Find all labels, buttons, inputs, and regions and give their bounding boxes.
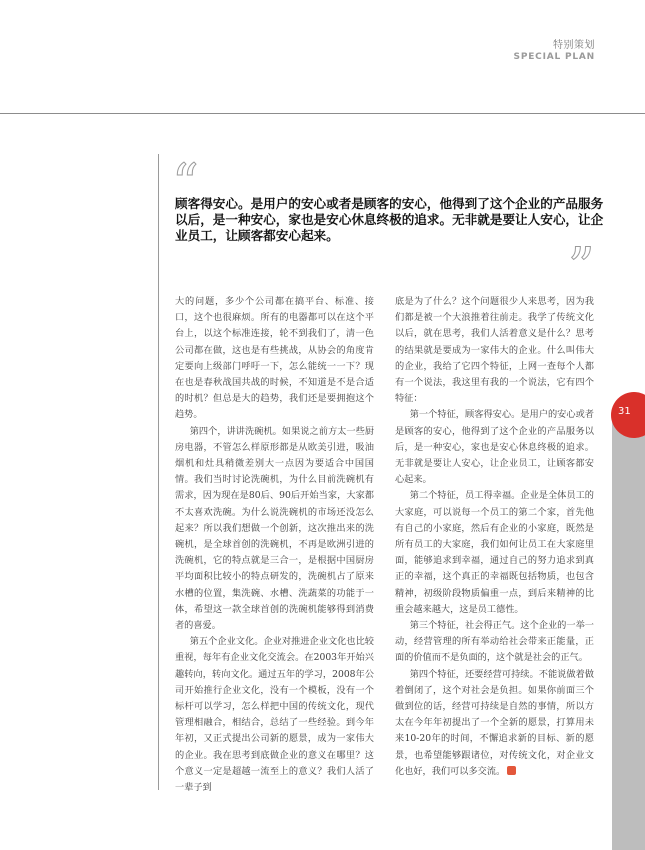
paragraph: 第二个特征，员工得幸福。企业是全体员工的大家庭，可以说每一个员工的第二个家，首先他有自己的小家庭，然后有企业的小家庭，既然是所有员工的大家庭，我们如何让员工在大家庭里面，能够追求到幸福，通过自己的努力追求到真正的幸福，这个真正的幸福既包括物质，也包含精神，初级阶段物质偏重一点，到后来精神的比重会越来越大，这是员工德性。 <box>395 490 594 615</box>
section-title-cn: 特别策划 <box>553 40 595 51</box>
close-quote-icon: ” <box>568 238 595 298</box>
paragraph-last <box>395 667 594 780</box>
page-number: 31 <box>618 406 631 417</box>
article-column-left <box>175 294 374 796</box>
end-of-article-icon <box>507 766 516 775</box>
paragraph: 第一个特征，顾客得安心。是用户的安心或者是顾客的安心，他得到了这个企业的产品服务以后，是一种安心，家也是安心休息终极的追求。无非就是要让人安心，让企业员工，让顾客都安心起来。 <box>395 409 594 486</box>
section-title-en: SPECIAL PLAN <box>513 52 595 62</box>
paragraph: 第三个特征，社会得正气。这个企业的一举一动，经营管理的所有举动给社会带来正能量，正面的价值而不是负面的，这个就是社会的正气。 <box>395 620 594 664</box>
pull-quote: 顾客得安心。是用户的安心或者是顾客的安心，他得到了这个企业的产品服务以后，是一种安心，家也是安心休息终极的追求。无非就是要让人安心，让企业员工，让顾客都安心起来。 <box>175 196 604 243</box>
header-divider <box>0 113 645 114</box>
paragraph: 大的问题，多少个公司都在搞平台、标准、接口，这个也很麻烦。所有的电器都可以在这个平台上，以这个标准连接，轮不到我们了，清一色公司都在做，这也是有些挑战，从协会的角度肯定要向上级部门呼吁一下，怎么能统一一下？现在也是春秋战国共战的时候，不知道是不是合适的时机？但总是大的趋势，我们还是要拥抱这个趋势。 <box>175 296 374 421</box>
paragraph: 底是为了什么？这个问题很少人来思考，因为我们都是被一个大浪推着往前走。我学了传统文化以后，就在思考，我们人活着意义是什么？思考的结果就是要成为一家伟大的企业。什么叫伟大的企业，我给了它四个特征，上网一查每个人都有一个说法，我这里有我的一个说法，它有四个特征： <box>395 296 594 405</box>
open-quote-icon: “ <box>172 154 199 214</box>
page-edge-strip <box>612 412 645 850</box>
article-column-right <box>395 294 594 780</box>
paragraph-text: 第四个特征，还要经营可持续。不能说做着做着倒闭了，这个对社会是负担。如果你前面三个做到位的话，经营可持续是自然的事情，所以方太在今年年初提出了一个全新的愿景，打算用未来10-20年的时间，不懈追求新的目标、新的愿景，也希望能够跟诸位，对传统文化，对企业文化也好，我们可以多交流。 <box>395 668 594 777</box>
paragraph: 第四个，讲讲洗碗机。如果说之前方太一些厨房电器，不管怎么样原形都是从欧美引进，吸油烟机和灶具稍微差别大一点因为要适合中国国情。我们当时讨论洗碗机，为什么目前洗碗机有需求，因为现在是80后、90后开始当家，大家都不太喜欢洗碗。为什么说洗碗机的市场还没怎么起来？所以我们想做一个创新，这次推出来的洗碗机，是全球首创的洗碗机，不再是欧洲引进的洗碗机，它的特点就是三合一，是根据中国厨房平均面积比较小的特点研发的，洗碗机占了原来水槽的位置，集洗碗、水槽、洗蔬菜的功能于一体，希望这一款全球首创的洗碗机能够得到消费者的喜爱。 <box>175 425 374 632</box>
paragraph: 第五个企业文化。企业对推进企业文化也比较重视，每年有企业文化交流会。在2003年开始兴趣转向，转向文化。通过五年的学习，2008年公司开始推行企业文化，没有一个模板，没有一个标杆可以学习，怎么样把中国的传统文化，现代管理相融合，相结合，总结了一些经验。到今年年初，又正式提出公司新的愿景，成为一家伟大的企业。我在思考到底做企业的意义在哪里？这个意义一定是超越一流至上的意义？我们人活了一辈子到 <box>175 636 374 794</box>
column-rule <box>158 154 159 790</box>
